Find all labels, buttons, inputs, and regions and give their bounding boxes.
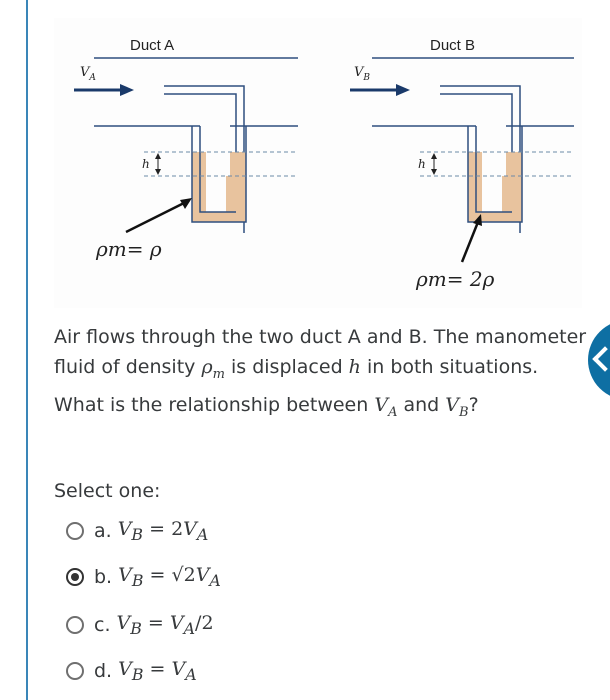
va-label: $V_A$ — [80, 65, 96, 83]
option-a[interactable]: a. $V_B = 2V_A$ — [66, 516, 208, 546]
manometer-diagram — [54, 18, 582, 308]
radio-option-c[interactable] — [66, 616, 84, 634]
option-d[interactable]: d. $V_B = V_A$ — [66, 656, 197, 686]
select-one-label: Select one: — [54, 480, 161, 502]
vb-label: $V_B$ — [354, 65, 371, 83]
h-symbol: h — [348, 356, 361, 378]
vb-symbol: $V_B$ — [445, 393, 469, 420]
pointer-a — [126, 202, 186, 232]
h-label-a: h — [142, 157, 150, 171]
radio-option-d[interactable] — [66, 662, 84, 680]
radio-option-a[interactable] — [66, 522, 84, 540]
rho-m-a-label: ρm= ρ — [96, 237, 162, 261]
option-b-formula: $V_B = √2V_A$ — [118, 564, 221, 590]
duct-a-label: Duct A — [130, 37, 175, 54]
vb-arrow-head-icon — [396, 84, 410, 96]
option-b[interactable]: b. $V_B = √2V_A$ — [66, 562, 221, 592]
rho-m-b-label: ρm= 2ρ — [416, 267, 495, 291]
manometer-figure — [54, 18, 582, 308]
option-d-formula: $V_B = V_A$ — [118, 658, 197, 684]
option-c-formula: $V_B = V_A/2$ — [116, 612, 214, 638]
question-text: Air flows through the two duct A and B. The manometer fluid of density $\rho_m$ is displaced h in both situations. What is the relationship between $V_A$ and $V_B$? — [54, 326, 587, 420]
va-arrow-head-icon — [120, 84, 134, 96]
duct-b-label: Duct B — [430, 37, 476, 54]
option-c[interactable]: c. $V_B = V_A/2$ — [66, 610, 214, 640]
left-border-rule — [26, 0, 28, 700]
va-symbol: $V_A$ — [374, 393, 398, 420]
option-a-formula: $V_B = 2V_A$ — [117, 518, 209, 544]
h-label-b: h — [418, 157, 426, 171]
rho-symbol: $\rho_m$ — [201, 356, 225, 382]
radio-option-b[interactable] — [66, 568, 84, 586]
pointer-b — [462, 222, 478, 262]
